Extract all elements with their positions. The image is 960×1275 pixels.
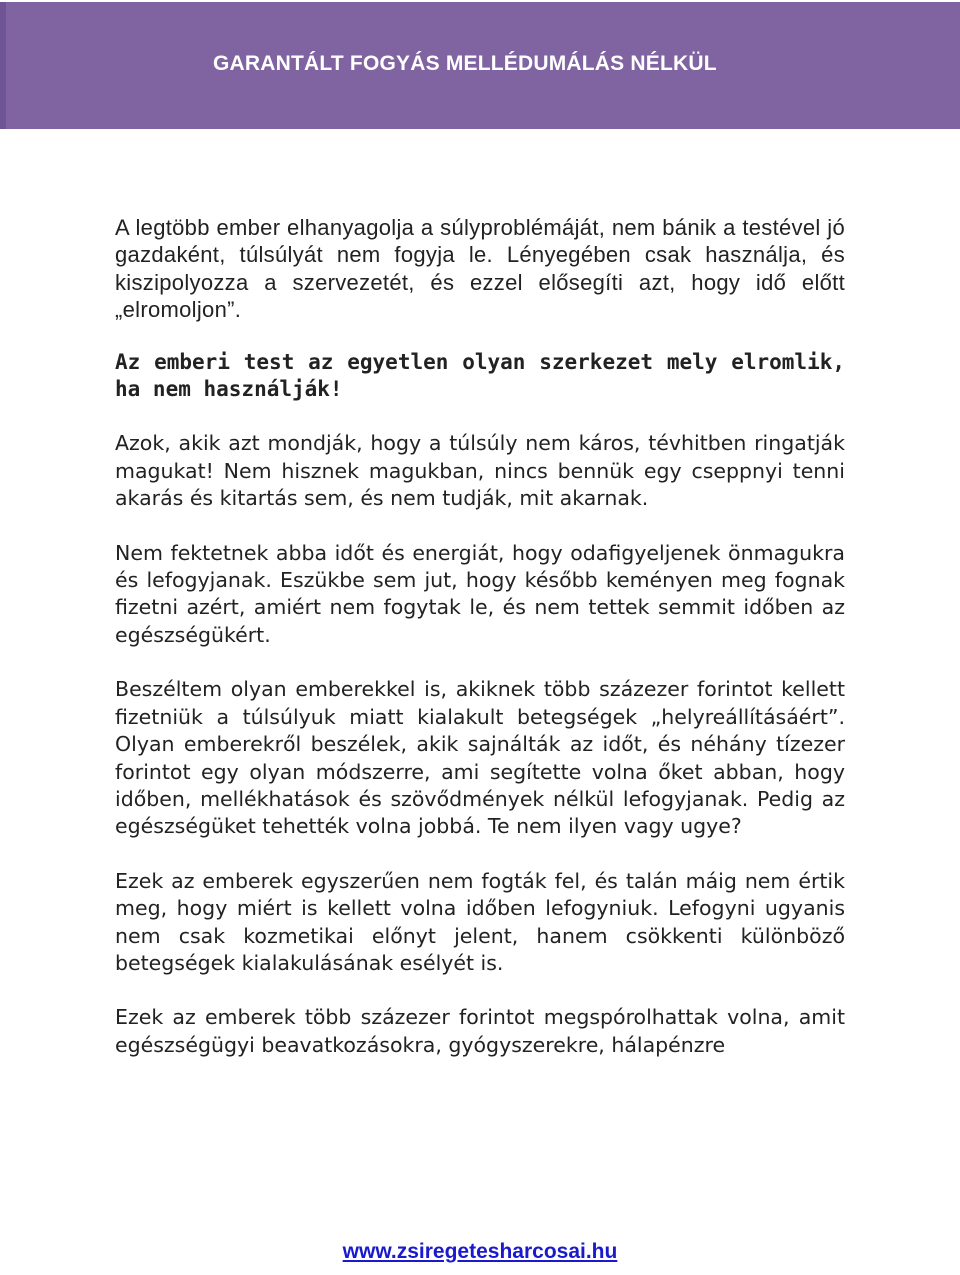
- paragraph-emphasis: Az emberi test az egyetlen olyan szerkezet mely elromlik, ha nem használják!: [115, 349, 845, 402]
- paragraph: Ezek az emberek több százezer forintot megspórolhattak volna, amit egészségügyi beavatkozásokra, gyógyszerekre, hálapénzre: [115, 1005, 845, 1057]
- paragraph: Beszéltem olyan emberekkel is, akiknek több százezer forintot kellett fizetniük a túlsúlyuk miatt kialakult betegségek „helyreállításáért”. Olyan emberekről beszélek, akik sajnálták az időt, és néhány tízezer forintot egy olyan módszerre, ami segítette volna őket abban, hogy időben, mellékhatások és szövődmények nélkül lefogyjanak. Pedig az egészségüket tehették volna jobbá. Te nem ilyen vagy ugye?: [115, 677, 845, 839]
- document-title: GARANTÁLT FOGYÁS MELLÉDUMÁLÁS NÉLKÜL: [213, 52, 717, 75]
- footer-website-link[interactable]: www.zsiregetesharcosai.hu: [342, 1240, 618, 1263]
- paragraph: Nem fektetnek abba időt és energiát, hogy odafigyeljenek önmagukra és lefogyjanak. Eszükbe sem jut, hogy később keményen meg fognak fizetni azért, amiért nem fogytak le, és nem tettek semmit időben az egészségükért.: [115, 540, 845, 647]
- document-body: [115, 214, 845, 1086]
- paragraph-intro: A legtöbb ember elhanyagolja a súlyproblémáját, nem bánik a testével jó gazdaként, túlsúlyát nem fogyja le. Lényegében csak használja, és kiszipolyozza a szervezetét, és ezzel elősegíti azt, hogy idő előtt „elromoljon”.: [115, 215, 845, 323]
- header-banner: [0, 2, 960, 129]
- paragraph: Ezek az emberek egyszerűen nem fogták fel, és talán máig nem értik meg, hogy miért is kellett volna időben lefogyniuk. Lefogyni ugyanis nem csak kozmetikai előnyt jelent, hanem csökkenti különböző betegségek kialakulásának esélyét is.: [115, 868, 845, 975]
- paragraph: Azok, akik azt mondják, hogy a túlsúly nem káros, tévhitben ringatják magukat! Nem hisznek magukban, nincs bennük egy cseppnyi tenni akarás és kitartás sem, és nem tudják, mit akarnak.: [115, 431, 845, 511]
